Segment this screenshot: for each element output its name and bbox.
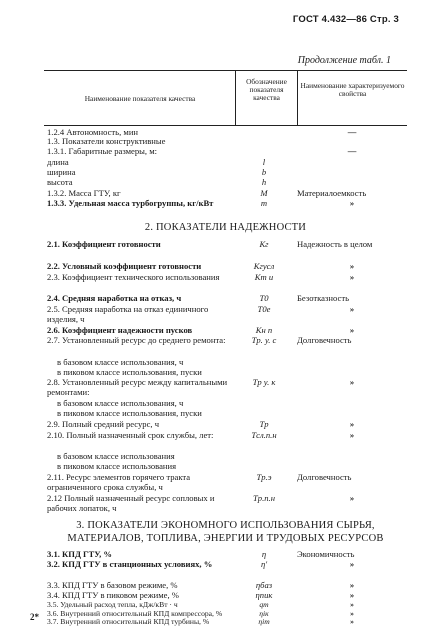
- row-name: 2.3. Коэффициент технического использования: [47, 272, 220, 282]
- row-property: Безотказность: [297, 293, 349, 303]
- row-name: 2.11. Ресурс элементов горячего тракта ограниченного срока службы, ч: [47, 472, 191, 492]
- row-name: 2.10. Полный назначенный срок службы, лет:: [47, 430, 214, 440]
- row-name: в пиковом классе использования: [57, 461, 177, 471]
- row-name: 1.2.4 Автономность, мин: [47, 127, 139, 137]
- row-property: Долговечность: [297, 472, 352, 482]
- row-property: »: [349, 559, 355, 569]
- row-property: —: [347, 127, 357, 137]
- row-symbol: η: [261, 549, 267, 559]
- row-symbol: qт: [259, 600, 269, 609]
- row-symbol: ηiт: [258, 617, 270, 626]
- row-symbol: ηбаз: [255, 580, 273, 590]
- row-property: »: [349, 304, 355, 314]
- row-symbol: Kг: [259, 239, 269, 249]
- row-name: 2.8. Установленный ресурс между капитальными ремонтами:: [47, 377, 228, 397]
- row-name: ширина: [47, 167, 76, 177]
- row-symbol: Tр.п.н: [253, 493, 275, 503]
- section-heading-reliability: 2. ПОКАЗАТЕЛИ НАДЕЖНОСТИ: [144, 222, 307, 233]
- column-header-name: Наименование показателя качества: [84, 94, 196, 103]
- table-continuation: Продолжение табл. 1: [297, 55, 391, 66]
- header-top-rule: [44, 70, 407, 71]
- row-name: в базовом классе использования, ч: [57, 357, 184, 367]
- row-property: Надежность в целом: [297, 239, 373, 249]
- row-symbol: η': [260, 559, 268, 569]
- row-symbol: T0: [259, 293, 269, 303]
- row-name: 1.3.3. Удельная масса турбогруппы, кг/кВт: [47, 198, 214, 208]
- row-symbol: Tр.э: [256, 472, 272, 482]
- row-property: »: [349, 493, 355, 503]
- row-property: »: [349, 261, 355, 271]
- row-name: 2.9. Полный средний ресурс, ч: [47, 419, 160, 429]
- header-divider-1: [235, 70, 236, 125]
- row-symbol: Tр: [259, 419, 269, 429]
- section-heading-economy: [44, 519, 407, 545]
- row-property: Экономичность: [297, 549, 355, 559]
- row-name: в пиковом классе использования, пуски: [57, 367, 202, 377]
- row-property: Долговечность: [297, 335, 352, 345]
- row-symbol: M: [260, 188, 268, 198]
- header-bottom-rule: [44, 125, 407, 126]
- row-property: »: [350, 617, 354, 626]
- row-name: 3.5. Удельный расход тепла, кДж/кВт · ч: [47, 600, 178, 609]
- row-property: »: [349, 430, 355, 440]
- row-name: 2.6. Коэффициент надежности пусков: [47, 325, 193, 335]
- row-symbol: Kн п: [255, 325, 273, 335]
- row-symbol: Tр у. к: [252, 377, 276, 387]
- row-property: »: [349, 590, 355, 600]
- row-property: Материалоемкость: [297, 188, 367, 198]
- column-header-property: Наименование характеризуемого свойства: [300, 81, 405, 99]
- row-name: в базовом классе использования, ч: [57, 398, 184, 408]
- row-name: в базовом классе использования: [57, 451, 175, 461]
- page-header: ГОСТ 4.432—86 Стр. 3: [292, 14, 399, 25]
- row-property: »: [349, 377, 355, 387]
- row-property: »: [350, 609, 354, 618]
- row-symbol: Kт и: [254, 272, 274, 282]
- row-symbol: T0e: [257, 304, 271, 314]
- row-property: »: [349, 272, 355, 282]
- row-symbol: m: [260, 198, 268, 208]
- row-property: »: [349, 198, 355, 208]
- column-header-symbol: Обозначение показателя качества: [246, 77, 287, 103]
- row-property: —: [347, 146, 357, 156]
- row-name: 2.1. Коэффициент готовности: [47, 239, 161, 249]
- row-name: 3.3. КПД ГТУ в базовом режиме, %: [47, 580, 178, 590]
- row-property: »: [350, 600, 354, 609]
- row-name: 3.2. КПД ГТУ в станционных условиях, %: [47, 559, 213, 569]
- row-name: длина: [47, 157, 69, 167]
- row-property: »: [349, 325, 355, 335]
- row-name: в пиковом классе использования, пуски: [57, 408, 202, 418]
- row-symbol: Kгусл: [253, 261, 275, 271]
- row-name: 2.7. Установленный ресурс до среднего ремонта:: [47, 335, 226, 345]
- row-name: 2.5. Средняя наработка на отказ единичного изделия, ч: [47, 304, 209, 324]
- row-symbol: l: [262, 157, 266, 167]
- page-footer-mark: 2*: [30, 612, 39, 622]
- section-heading-line-2: МАТЕРИАЛОВ, ТОПЛИВА, ЭНЕРГИИ И ТРУДОВЫХ РЕСУРСОВ: [67, 533, 384, 544]
- row-name: 3.7. Внутренний относительный КПД турбины, %: [47, 618, 210, 626]
- row-name: 3.1. КПД ГТУ, %: [47, 549, 113, 559]
- row-name: высота: [47, 177, 73, 187]
- row-name: 2.12 Полный назначенный ресурс сопловых и рабочих лопаток, ч: [47, 493, 215, 513]
- row-name: 3.4. КПД ГТУ в пиковом режиме, %: [47, 590, 179, 600]
- row-symbol: ηiк: [259, 609, 269, 618]
- row-name: 1.3.2. Масса ГТУ, кг: [47, 188, 121, 198]
- row-property: »: [349, 419, 355, 429]
- row-name: 1.3. Показатели конструктивные: [47, 136, 166, 146]
- section-heading-line-1: 3. ПОКАЗАТЕЛИ ЭКОНОМНОГО ИСПОЛЬЗОВАНИЯ СЫРЬЯ,: [76, 520, 375, 531]
- row-symbol: b: [261, 167, 267, 177]
- header-divider-2: [297, 70, 298, 125]
- row-name: 2.4. Средняя наработка на отказ, ч: [47, 293, 182, 303]
- row-symbol: ηпик: [255, 590, 273, 600]
- row-symbol: Tсл.п.н: [251, 430, 277, 440]
- row-name: 2.2. Условный коэффициент готовности: [47, 261, 202, 271]
- row-symbol: Tр. у. с: [251, 335, 277, 345]
- row-name: 1.3.1. Габаритные размеры, м:: [47, 146, 158, 156]
- row-symbol: h: [261, 177, 267, 187]
- row-property: »: [349, 580, 355, 590]
- row-name: 3.6. Внутренний относительный КПД компрессора, %: [47, 610, 223, 618]
